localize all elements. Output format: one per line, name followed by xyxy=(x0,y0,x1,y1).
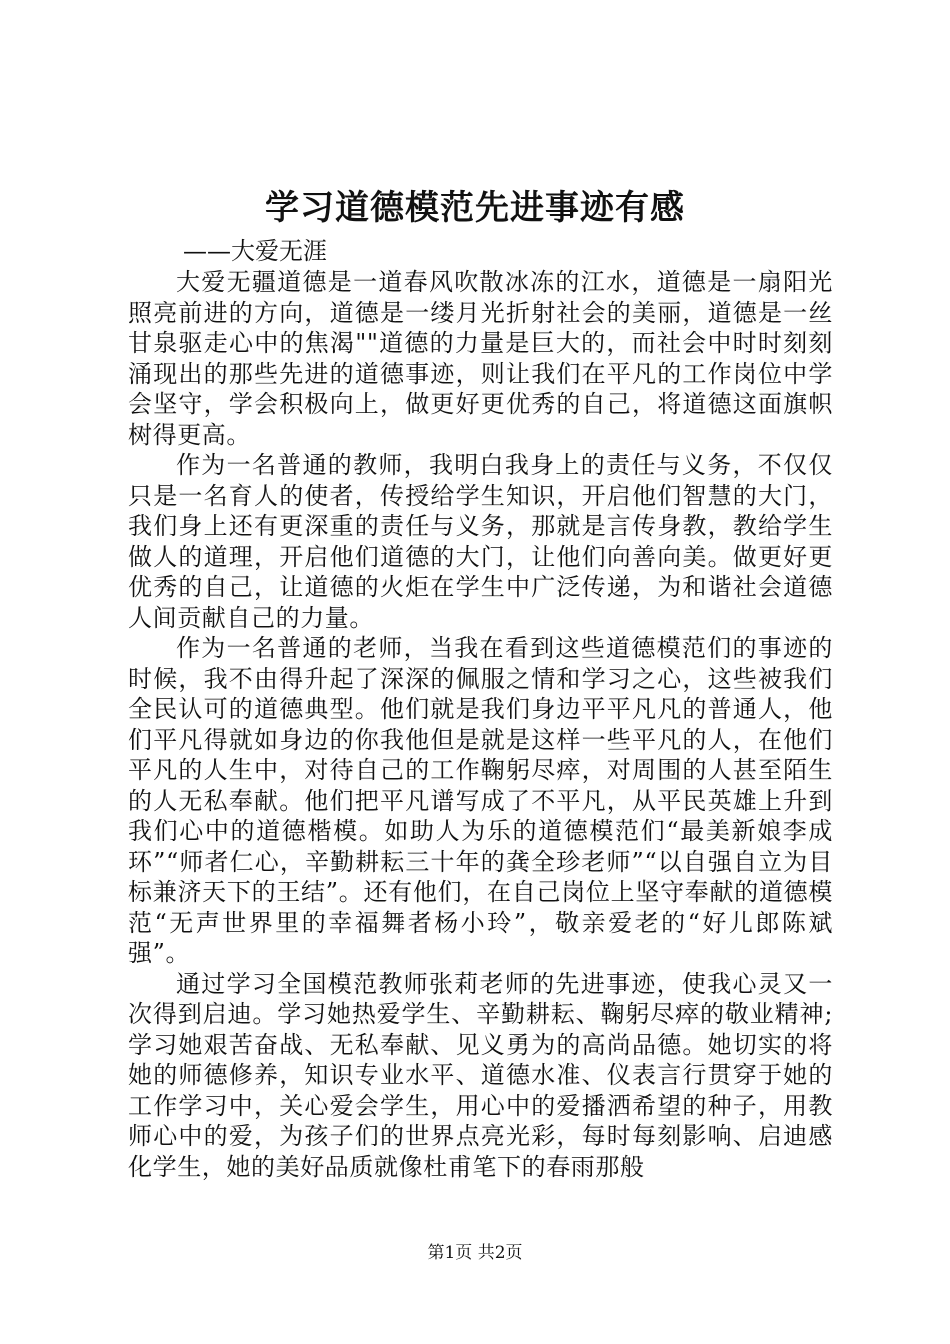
page-footer: 第1页 共2页 xyxy=(427,1243,523,1263)
paragraph-3: 作为一名普通的老师，当我在看到这些道德模范们的事迹的时候，我不由得升起了深深的佩服之情和学习之心，这些被我们全民认可的道德典型。他们就是我们身边平平凡凡的普通人，他们平凡得就如身边的你我他但是就是这样一些平凡的人，在他们平凡的人生中，对待自己的工作鞠躬尽瘁，对周围的人甚至陌生的人无私奉献。他们把平凡谱写成了不平凡，从平民英雄上升到我们心中的道德楷模。如助人为乐的道德模范们“最美新娘李成环”“师者仁心，辛勤耕耘三十年的龚全珍老师”“以自强自立为目标兼济天下的王结”。还有他们，在自己岗位上坚守奉献的道德模范“无声世界里的幸福舞者杨小玲”，敬亲爱老的“好儿郎陈斌强”。 xyxy=(128,634,833,967)
paragraph-4: 通过学习全国模范教师张莉老师的先进事迹，使我心灵又一次得到启迪。学习她热爱学生、辛勤耕耘、鞠躬尽瘁的敬业精神;学习她艰苦奋战、无私奉献、见义勇为的高尚品德。她切实的将她的师德修养，知识专业水平、道德水准、仪表言行贯穿于她的工作学习中，关心爱会学生，用心中的爱播洒希望的种子，用教师心中的爱，为孩子们的世界点亮光彩，每时每刻影响、启迪感化学生，她的美好品质就像杜甫笔下的春雨那般 xyxy=(128,969,833,1181)
paragraph-2: 作为一名普通的教师，我明白我身上的责任与义务，不仅仅只是一名育人的使者，传授给学生知识，开启他们智慧的大门，我们身上还有更深重的责任与义务，那就是言传身教，教给学生做人的道理，开启他们道德的大门，让他们向善向美。做更好更优秀的自己，让道德的火炬在学生中广泛传递，为和谐社会道德人间贡献自己的力量。 xyxy=(128,451,833,632)
document-subtitle: ——大爱无涯 xyxy=(183,237,327,265)
paragraph-1: 大爱无疆道德是一道春风吹散冰冻的江水，道德是一扇阳光照亮前进的方向，道德是一缕月光折射社会的美丽，道德是一丝甘泉驱走心中的焦渴""道德的力量是巨大的，而社会中时时刻刻涌现出的那些先进的道德事迹，则让我们在平凡的工作岗位中学会坚守，学会积极向上，做更好更优秀的自己，将道德这面旗帜树得更高。 xyxy=(128,268,833,449)
document-title: 学习道德模范先进事迹有感 xyxy=(265,188,685,228)
document-body xyxy=(128,267,833,1182)
